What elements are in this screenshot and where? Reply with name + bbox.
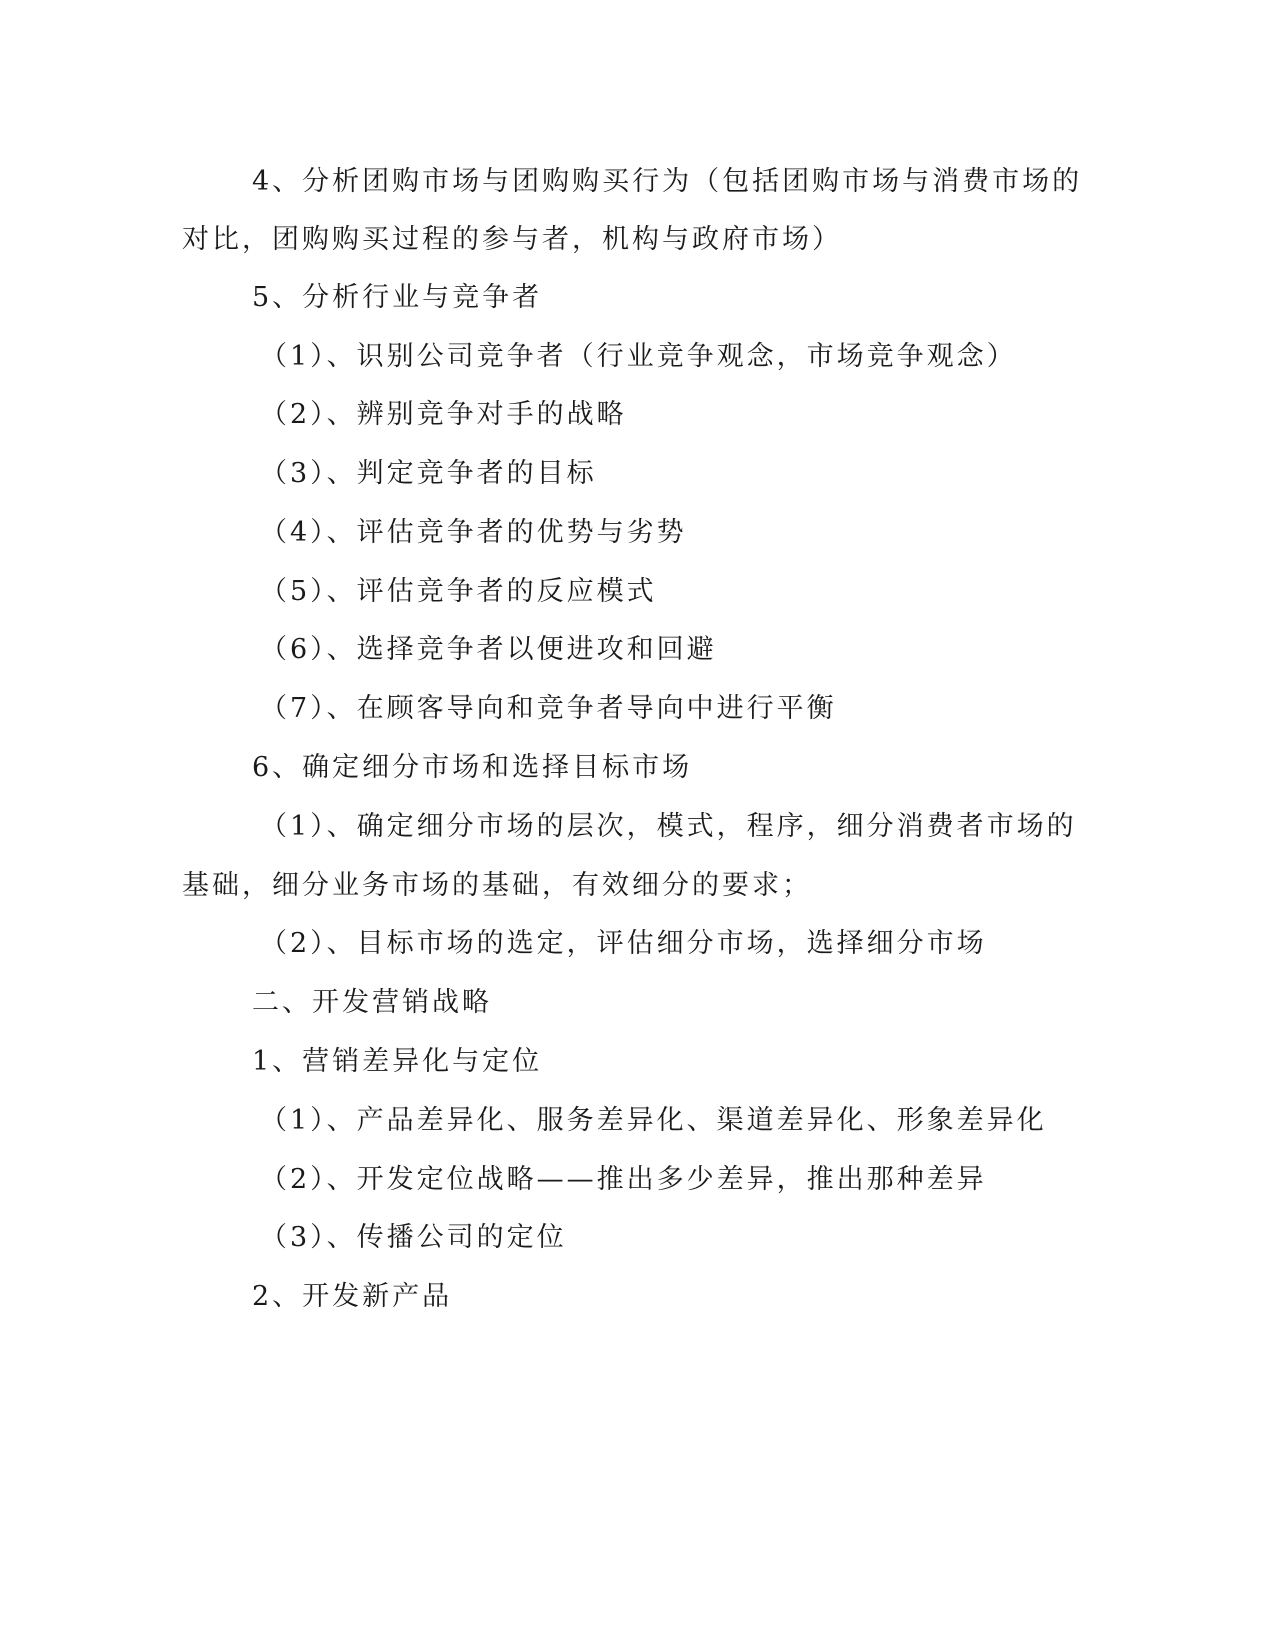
section-5-item-2: （2）、辨别竞争对手的战略 [260,399,627,430]
section-5-item-5: （5）、评估竞争者的反应模式 [260,576,657,607]
subsection-1-item-3: （3）、传播公司的定位 [260,1222,567,1253]
section-5-item-6: （6）、选择竞争者以便进攻和回避 [260,634,717,665]
chapter-2-heading: 二、开发营销战略 [252,987,492,1018]
section-5-item-1: （1）、识别公司竞争者（行业竞争观念，市场竞争观念） [260,341,1017,372]
section-5-heading: 5、分析行业与竞争者 [252,282,543,313]
paragraph-4-line-2: 对比，团购购买过程的参与者，机构与政府市场） [182,224,842,255]
subsection-1-item-2: （2）、开发定位战略——推出多少差异，推出那种差异 [260,1164,987,1195]
subsection-1-heading: 1、营销差异化与定位 [252,1046,543,1077]
subsection-2-heading: 2、开发新产品 [252,1281,453,1312]
section-6-item-1-line-2: 基础，细分业务市场的基础，有效细分的要求； [182,870,812,901]
paragraph-4-line-1: 4、分析团购市场与团购购买行为（包括团购市场与消费市场的 [252,166,1083,197]
section-5-item-7: （7）、在顾客导向和竞争者导向中进行平衡 [260,693,837,724]
section-6-item-1-line-1: （1）、确定细分市场的层次，模式，程序，细分消费者市场的 [260,811,1077,842]
section-5-item-3: （3）、判定竞争者的目标 [260,458,597,489]
section-6-heading: 6、确定细分市场和选择目标市场 [252,752,693,783]
section-5-item-4: （4）、评估竞争者的优势与劣势 [260,517,687,548]
subsection-1-item-1: （1）、产品差异化、服务差异化、渠道差异化、形象差异化 [260,1105,1047,1136]
section-6-item-2: （2）、目标市场的选定，评估细分市场，选择细分市场 [260,928,987,959]
